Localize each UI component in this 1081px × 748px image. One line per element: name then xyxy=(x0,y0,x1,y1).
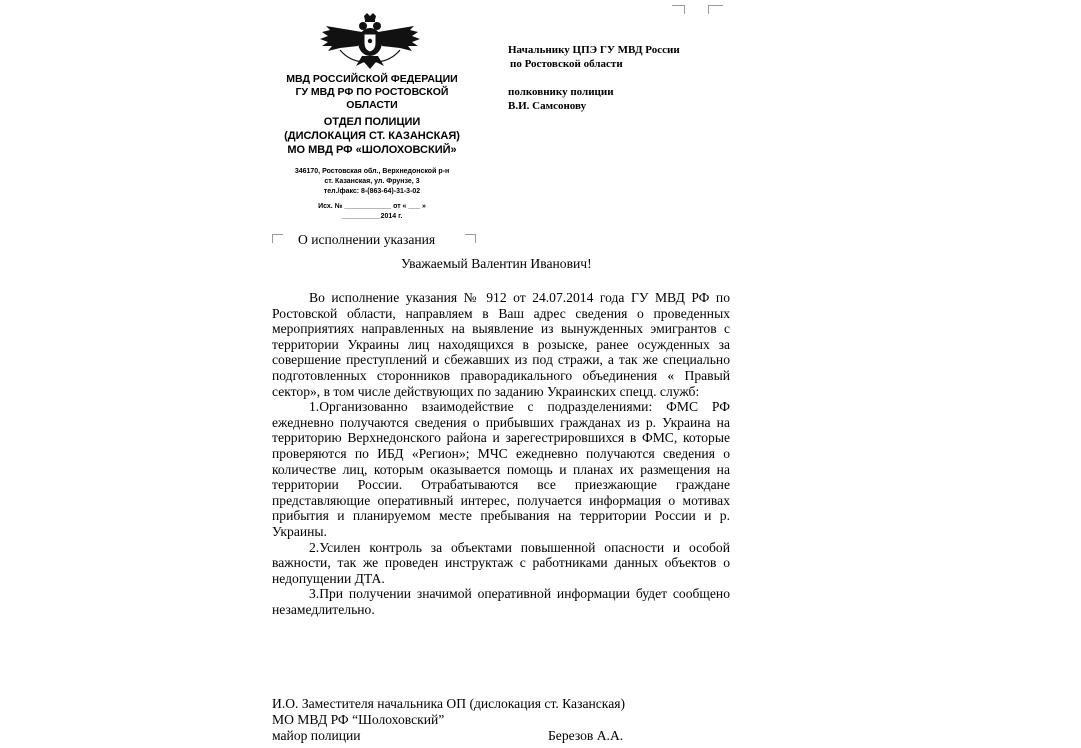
dept-line: ОТДЕЛ ПОЛИЦИИ xyxy=(323,116,421,128)
signature-position: И.О. Заместителя начальника ОП (дислокация ст. Казанская) xyxy=(272,696,626,711)
corner-mark xyxy=(672,5,685,14)
outgoing-line: Исх. № ____________ от « ___ » xyxy=(318,203,426,210)
org-line: МВД РОССИЙСКОЙ ФЕДЕРАЦИИ xyxy=(286,73,458,85)
address-line: 346170, Ростовская обл., Верхнедонской р-н xyxy=(294,168,450,175)
corner-mark xyxy=(708,5,723,14)
org-header xyxy=(268,73,476,112)
paragraph: 1.Организованно взаимодействие с подразделениями: ФМС РФ ежедневно получаются сведения о прибывших гражданах из р. Украина на территорию Верхнедонского района и зарегестрировшихся в ФМС, которые проверяются по ИБД «Регион»; МЧС ежедневно получаются сведения о количестве лиц, которым оказывается помощь и планах их размещения на территории России. Отрабатываются все приезжающие граждане представляющие оперативный интерес, получается информация о мотивах прибытия и планируемом месте пребывания на территории России и р. Украины. xyxy=(272,399,730,539)
letter-body xyxy=(272,290,730,617)
signature-name: Березов А.А. xyxy=(548,728,624,743)
subject-bracket-right xyxy=(465,234,476,243)
addressee-line: по Ростовской области xyxy=(510,58,623,70)
dept-header xyxy=(268,115,476,157)
org-line: ОБЛАСТИ xyxy=(346,99,398,111)
addressee-name: В.И. Самсонову xyxy=(508,100,587,112)
mvd-emblem-icon xyxy=(320,12,420,70)
address-block xyxy=(268,167,476,197)
dept-line: МО МВД РФ «ШОЛОХОВСКИЙ» xyxy=(287,144,457,156)
address-line: ст. Казанская, ул. Фрунзе, 3 xyxy=(324,178,420,185)
dept-line: (ДИСЛОКАЦИЯ СТ. КАЗАНСКАЯ) xyxy=(284,130,460,142)
paragraph: Во исполнение указания № 912 от 24.07.2014 года ГУ МВД РФ по Ростовской области, направляем в Ваш адрес сведения о проведенных мероприятиях направленных на выявление из вынужденных эмигрантов с территории Украины лиц находящихся в розыске, ранее осужденных за совершение преступлений и сбежавших из под стражи, а так же специально подготовленных сторонников праворадикального объединения « Правый сектор», в том числе действующих по заданию Украинских спецд. служб: xyxy=(272,290,730,399)
paragraph: 2.Усилен контроль за объектами повышенной опасности и особой важности, так же проведен инструктаж с работниками данных объектов о недопущении ДТА. xyxy=(272,539,730,586)
org-line: ГУ МВД РФ ПО РОСТОВСКОЙ xyxy=(295,86,449,98)
address-line: тел./факс: 8-(863-64)-31-3-02 xyxy=(323,188,421,195)
outgoing-number xyxy=(268,202,476,222)
paragraph: 3.При получении значимой оперативной информации будет сообщено незамедлительно. xyxy=(272,586,730,617)
addressee-rank-block xyxy=(508,85,614,113)
outgoing-line: __________2014 г. xyxy=(341,213,403,220)
addressee-rank: полковнику полиции xyxy=(508,86,614,98)
salutation: Уважаемый Валентин Иванович! xyxy=(401,256,592,271)
subject-bracket-left xyxy=(272,234,283,243)
signature-department: МО МВД РФ “Шолоховский” xyxy=(272,712,445,727)
subject-line: О исполнении указания xyxy=(298,232,436,247)
signature-rank: майор полиции xyxy=(272,728,361,743)
addressee-block xyxy=(508,43,680,71)
addressee-line: Начальнику ЦПЭ ГУ МВД России xyxy=(508,44,680,56)
